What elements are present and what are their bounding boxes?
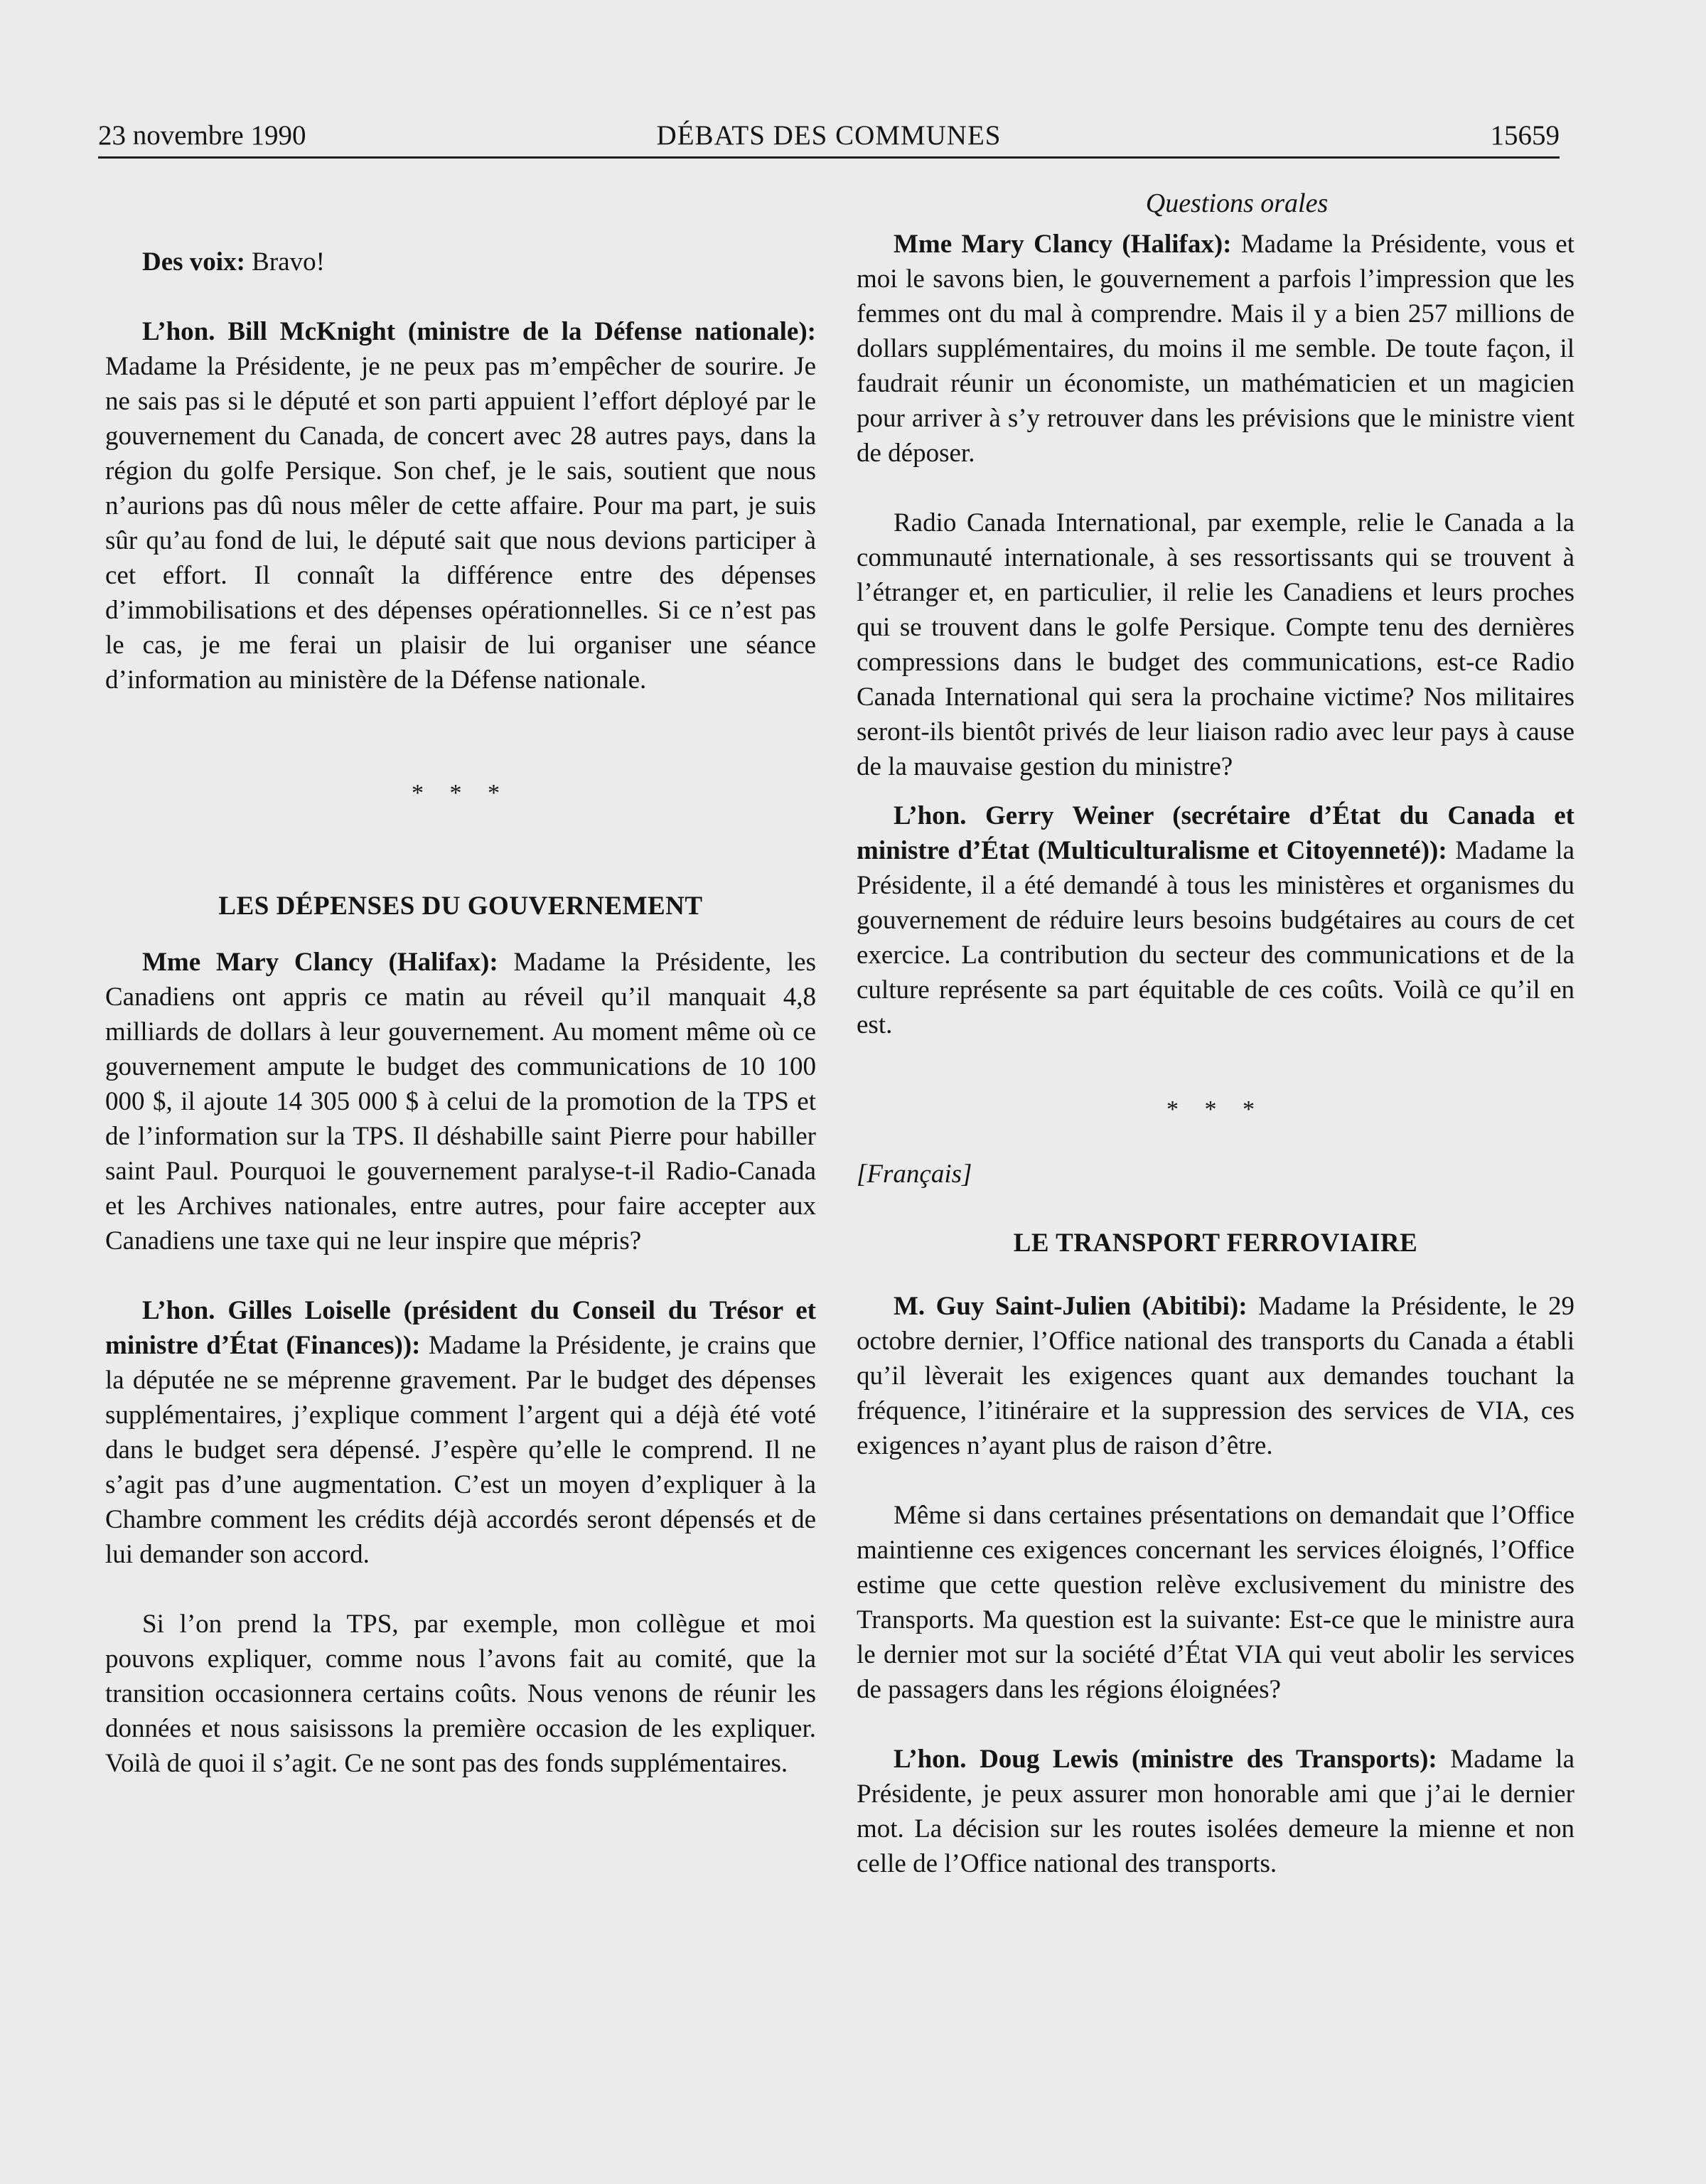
speech-text: Madame la Présidente, il a été demandé à tous les ministères et organismes du gouvernement de réduire leurs besoins budgétaires au cours de cet exercice. La contribution du secteur des communications et de la culture représente sa part équitable de ces coûts. Voilà ce qu’il en est. — [857, 836, 1574, 1039]
paragraph-clancy-question — [105, 945, 816, 1258]
speech-text: Bravo! — [245, 247, 325, 277]
paragraph-loiselle-answer — [105, 1293, 816, 1572]
section-heading: LES DÉPENSES DU GOUVERNEMENT — [218, 892, 703, 921]
paragraph-voices — [105, 245, 816, 279]
paragraph-clancy-continued: Radio Canada International, par exemple, relie le Canada a la communauté internationale, à ses ressortissants qui se trouvent à l’étranger et, en particulier, il relie les Canadiens et leurs proches qui se trouvent dans le golfe Persique. Compte tenu des dernières compressions dans le budget des communications, est-ce Radio Canada International qui sera la prochaine victime? Nos militaires seront-ils bientôt privés de leur liaison radio avec leur pays à cause de la mauvaise gestion du ministre? — [857, 508, 1574, 781]
paragraph-loiselle-continued: Si l’on prend la TPS, par exemple, mon collègue et moi pouvons expliquer, comme nous l’avons fait au comité, que la transition occasionnera certains coûts. Nous venons de réunir les données et nous saisissons la première occasion de les expliquer. Voilà de quoi il s’agit. Ce ne sont pas des fonds supplémentaires. — [105, 1610, 816, 1778]
paragraph-clancy-supplementary — [857, 227, 1574, 471]
speaker-name: Mme Mary Clancy (Halifax): — [894, 230, 1232, 259]
section-separator: * * * — [412, 780, 510, 806]
paragraph-saint-julien-continued: Même si dans certaines présentations on demandait que l’Office maintienne ces exigences concernant les services éloignés, l’Office estime que cette question relève exclusivement du ministre des Transports. Ma question est la suivante: Est-ce que le ministre aura le dernier mot sur la société d’État VIA qui veut abolir les services de passagers dans les régions éloignées? — [857, 1501, 1574, 1704]
speech-text: Madame la Présidente, je crains que la députée ne se méprenne gravement. Par le budget des dépenses supplémentaires, j’explique comment l’argent qui a déjà été voté dans le budget sera dépensé. J’espère qu’elle le comprend. Il ne s’agit pas d’une augmentation. C’est un moyen d’expliquer à la Chambre comment les crédits déjà accordés seront dépensés et de lui demander son accord. — [105, 1331, 816, 1569]
speaker-name: L’hon. Gilles Loiselle (président du Conseil du Trésor et ministre d’État (Finances)): — [105, 1296, 816, 1360]
paragraph-weiner-answer — [857, 798, 1574, 1042]
section-separator: * * * — [1166, 1096, 1265, 1123]
speaker-name: L’hon. Bill McKnight (ministre de la Défense nationale): — [142, 317, 816, 346]
page-header — [98, 119, 1560, 159]
right-column — [857, 186, 1574, 1881]
language-note: [Français] — [857, 1160, 972, 1189]
speaker-name: Mme Mary Clancy (Halifax): — [142, 948, 498, 977]
speaker-name: L’hon. Doug Lewis (ministre des Transports): — [894, 1745, 1437, 1774]
speech-text: Madame la Présidente, je peux assurer mon honorable ami que j’ai le dernier mot. La décision sur les routes isolées demeure la mienne et non celle de l’Office national des transports. — [857, 1745, 1574, 1878]
speaker-name: M. Guy Saint-Julien (Abitibi): — [894, 1292, 1248, 1321]
speaker-name: L’hon. Gerry Weiner (secrétaire d’État du Canada et ministre d’État (Multiculturalisme et Citoyenneté)): — [857, 801, 1574, 865]
paragraph-lewis-answer — [857, 1742, 1574, 1881]
paragraph-saint-julien-question — [857, 1289, 1574, 1463]
paragraph-mcknight — [105, 314, 816, 697]
header-date: 23 novembre 1990 — [98, 120, 306, 151]
speaker-name: Des voix: — [142, 247, 245, 277]
section-heading: LE TRANSPORT FERROVIAIRE — [1013, 1228, 1418, 1258]
left-column — [105, 186, 816, 1781]
speech-text: Madame la Présidente, vous et moi le savons bien, le gouvernement a parfois l’impression que les femmes ont du mal à comprendre. Mais il y a bien 257 millions de dollars supplémentaires, du moins il me semble. De toute façon, il faudrait réunir un économiste, un mathématicien et un magicien pour arriver à s’y retrouver dans les prévisions que le ministre vient de déposer. — [857, 230, 1575, 468]
header-page-number: 15659 — [1490, 120, 1560, 151]
header-journal-title: DÉBATS DES COMMUNES — [656, 120, 1002, 151]
running-head: Questions orales — [1145, 188, 1329, 218]
speech-text: Madame la Présidente, les Canadiens ont appris ce matin au réveil qu’il manquait 4,8 milliards de dollars à leur gouvernement. Au moment même où ce gouvernement ampute le budget des communications de 10 100 000 $, il ajoute 14 305 000 $ à celui de la promotion de la TPS et de l’information sur la TPS. Il déshabille saint Pierre pour habiller saint Paul. Pourquoi le gouvernement paralyse-t-il Radio-Canada et les Archives nationales, entre autres, pour faire accepter aux Canadiens une taxe qui ne leur inspire que mépris? — [105, 948, 817, 1256]
speech-text: Madame la Présidente, je ne peux pas m’empêcher de sourire. Je ne sais pas si le député et son parti appuient l’effort déployé par le gouvernement du Canada, de concert avec 28 autres pays, dans la région du golfe Persique. Son chef, je le sais, soutient que nous n’aurions pas dû nous mêler de cette affaire. Pour ma part, je suis sûr qu’au fond de lui, le député sait que nous devions participer à cet effort. Il connaît la différence entre des dépenses d’immobilisations et des dépenses opérationnelles. Si ce n’est pas le cas, je me ferai un plaisir de lui organiser une séance d’information au ministère de la Défense nationale. — [105, 352, 816, 695]
speech-text: Madame la Présidente, le 29 octobre dernier, l’Office national des transports du Canada a établi qu’il lèverait les exigences quant aux demandes touchant la fréquence, l’itinéraire et la suppression des services de VIA, ces exigences n’ayant plus de raison d’être. — [857, 1292, 1574, 1460]
